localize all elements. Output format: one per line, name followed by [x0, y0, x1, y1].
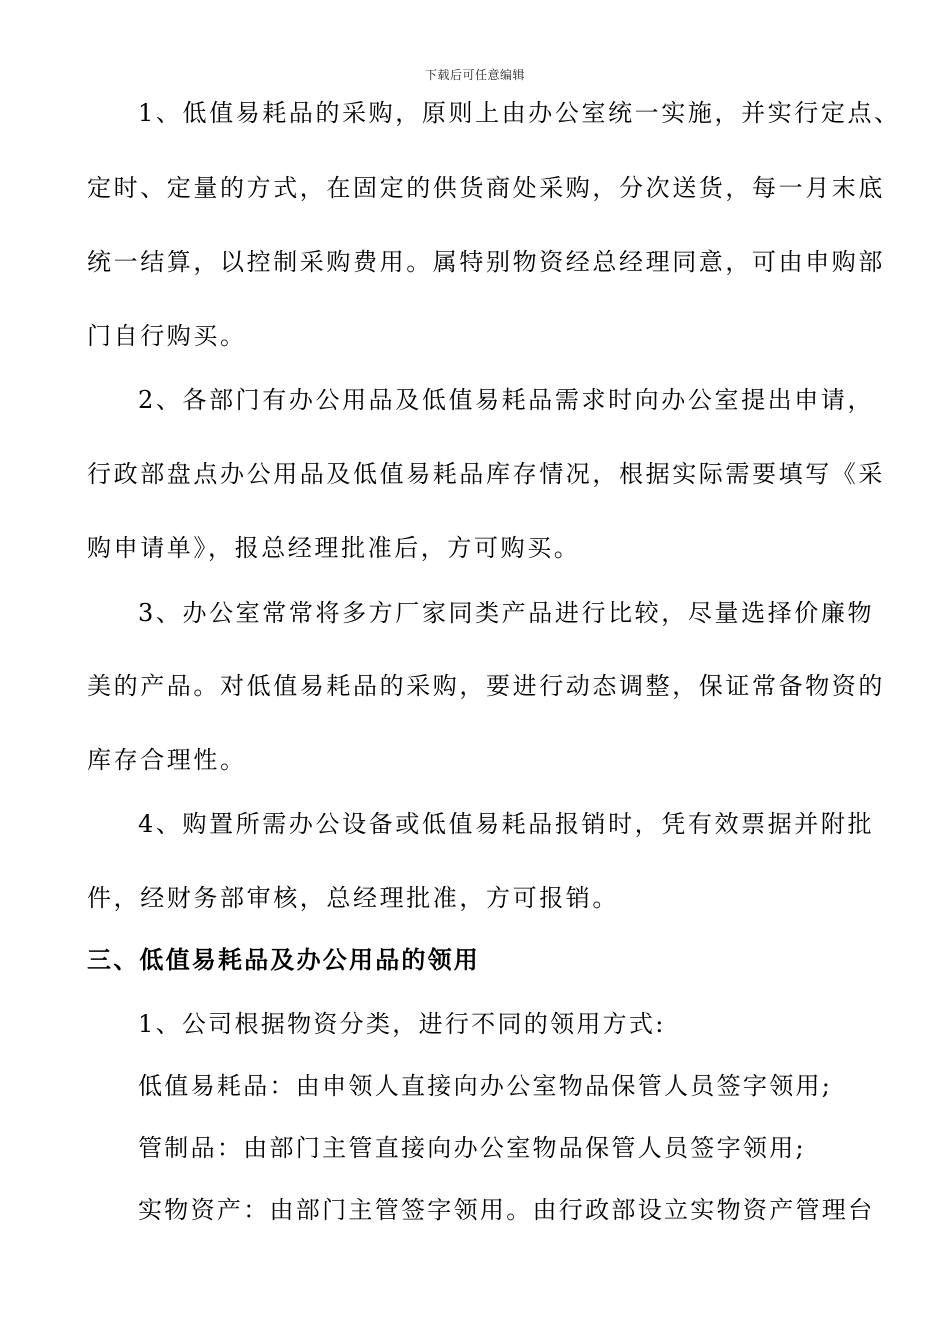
- header-note: 下载后可任意编辑: [424, 68, 525, 82]
- paragraph-3-line-3: 库存合理性。: [87, 746, 247, 774]
- controlled-items-rule: 管制品：由部门主管直接向办公室物品保管人员签字领用;: [138, 1134, 806, 1162]
- low-value-consumables-rule: 低值易耗品：由申领人直接向办公室物品保管人员签字领用;: [138, 1072, 833, 1100]
- paragraph-4-line-1: 4、购置所需办公设备或低值易耗品报销时，凭有效票据并附批: [138, 810, 875, 838]
- physical-assets-rule: 实物资产：由部门主管签字领用。由行政部设立实物资产管理台: [138, 1196, 875, 1224]
- paragraph-3-line-2: 美的产品。对低值易耗品的采购，要进行动态调整，保证常备物资的: [87, 672, 885, 700]
- paragraph-3-line-1: 3、办公室常常将多方厂家同类产品进行比较，尽量选择价廉物: [138, 599, 875, 627]
- paragraph-2-line-2: 行政部盘点办公用品及低值易耗品库存情况，根据实际需要填写《采: [87, 460, 885, 488]
- paragraph-1-line-4: 门自行购买。: [87, 322, 247, 350]
- section-3-heading: 三、低值易耗品及办公用品的领用: [87, 945, 480, 974]
- paragraph-1-line-2: 定时、定量的方式，在固定的供货商处采购，分次送货，每一月末底: [87, 174, 885, 202]
- paragraph-4-line-2: 件，经财务部审核，总经理批准，方可报销。: [87, 884, 619, 912]
- paragraph-1-line-1: 1、低值易耗品的采购，原则上由办公室统一实施，并实行定点、: [138, 99, 901, 127]
- paragraph-1-line-3: 统一结算，以控制采购费用。属特别物资经总经理同意，可由申购部: [87, 248, 885, 276]
- paragraph-2-line-3: 购申请单》，报总经理批准后，方可购买。: [87, 534, 581, 562]
- section-3-item-1: 1、公司根据物资分类，进行不同的领用方式:: [138, 1010, 666, 1038]
- paragraph-2-line-1: 2、各部门有办公用品及低值易耗品需求时向办公室提出申请，: [138, 386, 875, 414]
